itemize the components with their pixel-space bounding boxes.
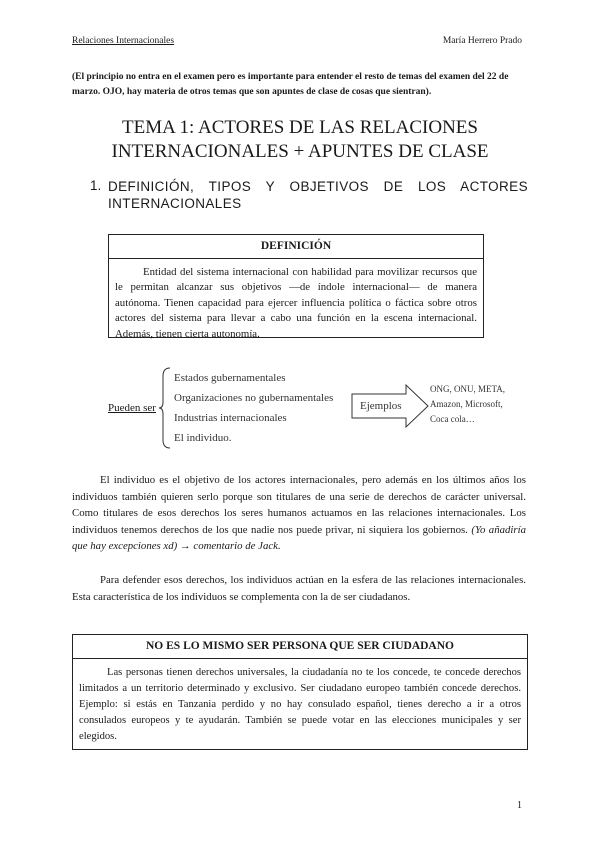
actor-type-item: Industrias internacionales [174,412,287,424]
citizen-box [72,634,528,750]
example-item: Amazon, Microsoft, [430,399,503,409]
section-number: 1. [90,178,102,193]
section-heading-line-1: DEFINICIÓN, TIPOS Y OBJETIVOS DE LOS ACTORES [108,179,528,194]
definition-box [108,234,484,338]
examples-list [430,382,505,427]
examples-label: Ejemplos [360,400,402,412]
title-line-2: INTERNACIONALES + APUNTES DE CLASE [111,141,489,162]
example-item: Coca cola… [430,414,475,424]
actor-type-item: El individuo. [174,432,232,444]
citizen-heading: NO ES LO MISMO SER PERSONA QUE SER CIUDADANO [73,635,527,659]
header-left: Relaciones Internacionales [72,36,175,46]
paragraph-rights: Para defender esos derechos, los individuos actúan en la esfera de las relaciones internacionales. Esta característica de los individuos se complementa con la de ser ciudadanos. [72,574,526,603]
citizen-body: Las personas tienen derechos universales, la ciudadanía no te los concede, te concede derechos limitados a un territorio determinado y exclusivo. Ser ciudadano europeo también concede derechos. Ejemplo: si estás en Tanzania perdido y no hay consulado español, tienes derecho a ir a otros consulados europeos y te ayudarán. También se puede votar en las elecciones municipales y ser elegidos. [79,667,521,742]
brace-icon [158,366,172,450]
definition-body: Entidad del sistema internacional con habilidad para movilizar recursos que le permitan alcanzar sus objetivos —de índole internacional— de manera autónoma. Tienen capacidad para ejercer influencia política o fáctica sobre otros actores del sistema para llevar a cabo una función en la escena internacional. Además, tienen cierta autonomía. [115,266,477,340]
example-item: ONG, ONU, META, [430,384,506,394]
paragraph-individual-aside: (Yo añadiría que hay excepciones xd) → comentario de Jack. [72,523,526,552]
paragraph-individual-text: El individuo es el objetivo de los actores internacionales, pero además en los últimos años los individuos también quieren serlo porque son titulares de una serie de derechos de carácter universal. Como titulares de esos derechos los seres humanos actuamos en las relaciones internacionales. Los individuos tenemos derechos de los que nadie nos puede privar, ni siquiera los gobiernos. [72,474,526,536]
page-number: 1 [517,800,522,811]
title-line-1: TEMA 1: ACTORES DE LAS RELACIONES [122,117,478,138]
pueden-ser-label: Pueden ser [108,402,156,414]
actor-type-item: Estados gubernamentales [174,372,286,384]
intro-note: (El principio no entra en el examen pero es importante para entender el resto de temas del examen del 22 de marzo. OJO, hay materia de otros temas que son apuntes de clase de cosas que sientran). [72,72,509,97]
paragraph-individual [72,472,526,555]
page-title [60,116,540,164]
definition-heading: DEFINICIÓN [109,235,483,259]
actor-type-item: Organizaciones no gubernamentales [174,392,334,404]
header-right: María Herrero Prado [442,36,522,46]
section-heading-line-2: INTERNACIONALES [108,196,242,211]
